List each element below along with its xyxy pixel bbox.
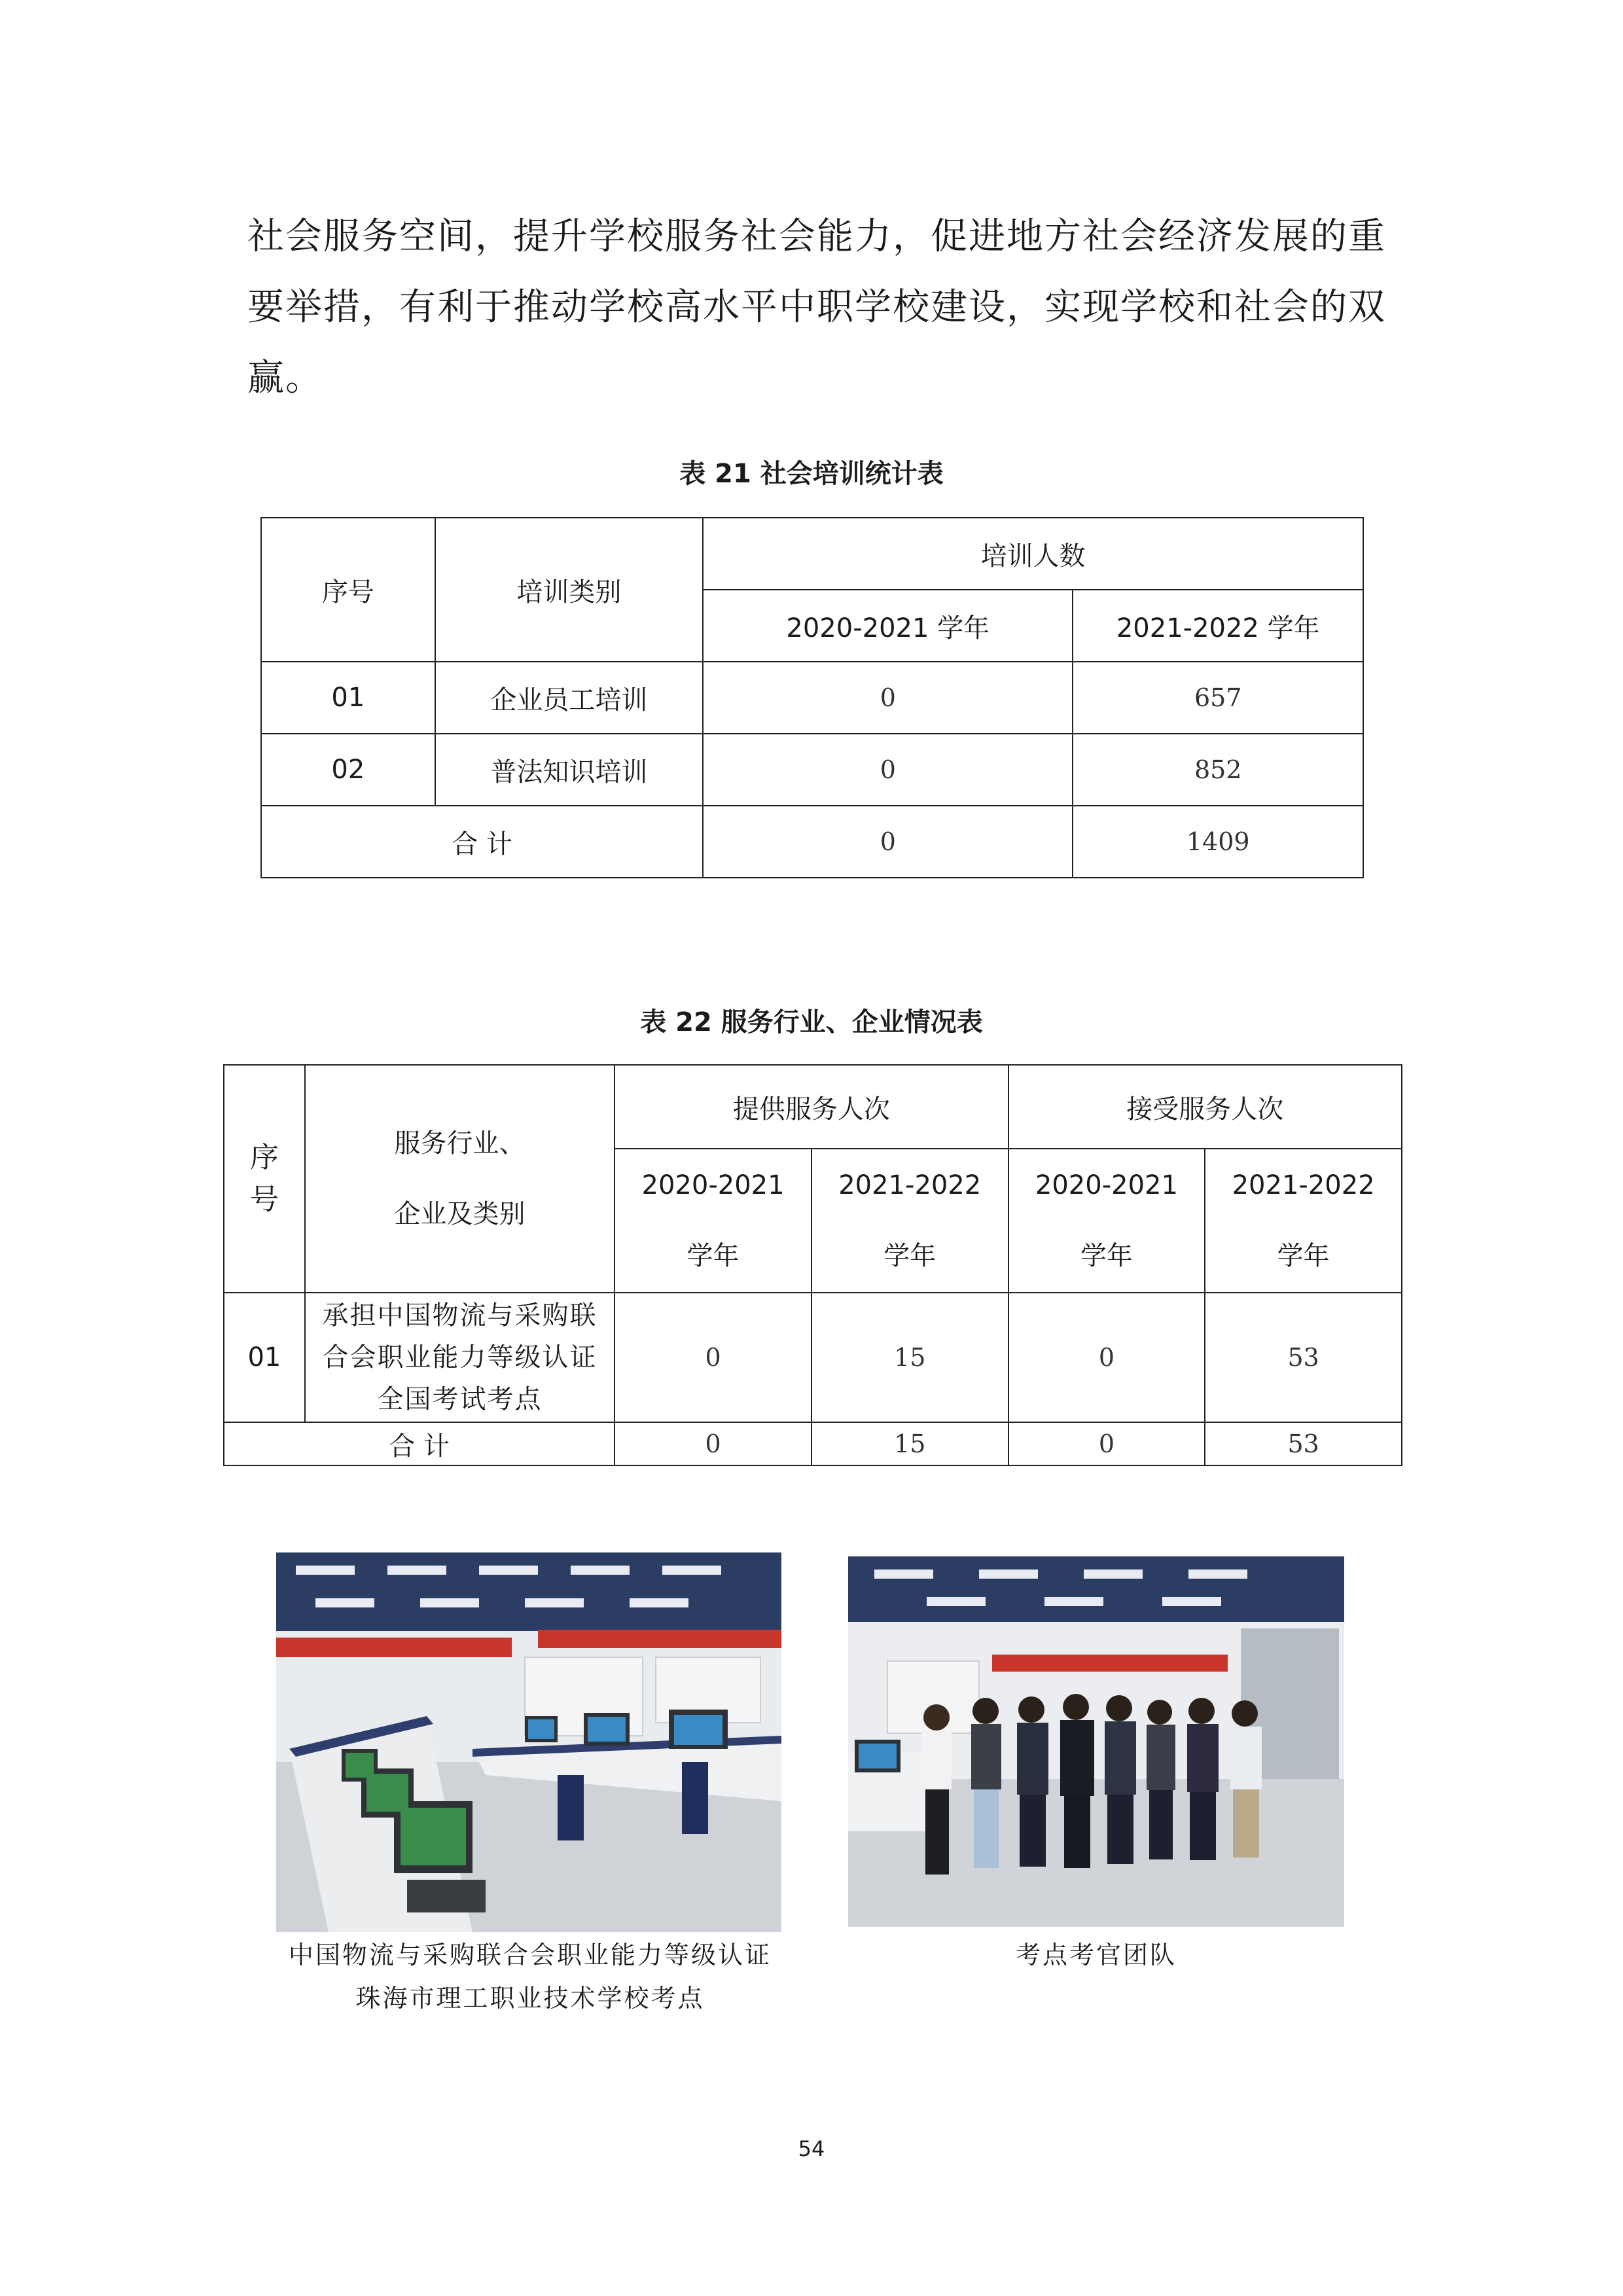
year-suffix: 学年 xyxy=(1080,1241,1133,1271)
table-21-cell-y2: 657 xyxy=(1073,662,1363,734)
year-range: 2021-2022 xyxy=(1232,1170,1375,1200)
body-paragraph-line-3: 赢。 xyxy=(247,357,323,399)
year-suffix: 学年 xyxy=(1277,1241,1330,1271)
year-range: 2020-2021 xyxy=(641,1170,785,1200)
table-22-header-receive-year2 xyxy=(1205,1149,1402,1293)
table-22-total-r1: 0 xyxy=(1008,1422,1205,1465)
table-21-cell-category: 企业员工培训 xyxy=(435,662,703,734)
table-21-total-y1: 0 xyxy=(703,806,1073,878)
table-22-cell-seq: 01 xyxy=(224,1293,305,1422)
examiner-team-photo xyxy=(848,1556,1344,1927)
table-22-total-r2: 53 xyxy=(1205,1422,1402,1465)
table-22-total-p2: 15 xyxy=(812,1422,1008,1465)
table-21-header-group: 培训人数 xyxy=(703,518,1363,590)
exam-lab-photo xyxy=(276,1552,781,1932)
table-21-cell-y1: 0 xyxy=(703,662,1073,734)
category-line: 承担中国物流与采购联 xyxy=(322,1300,597,1331)
table-row xyxy=(261,734,1363,806)
table-22-header-category-line2: 企业及类别 xyxy=(394,1199,526,1229)
year-suffix: 学年 xyxy=(687,1241,740,1271)
table-21 xyxy=(260,517,1364,878)
table-21-cell-seq: 01 xyxy=(261,662,435,734)
table-21-cell-category: 普法知识培训 xyxy=(435,734,703,806)
table-22-header-category xyxy=(305,1065,615,1293)
table-row xyxy=(261,662,1363,734)
table-21-cell-seq: 02 xyxy=(261,734,435,806)
lab-photo-caption-line1: 中国物流与采购联合会职业能力等级认证 xyxy=(288,1941,772,1969)
table-21-total-y2: 1409 xyxy=(1073,806,1363,878)
team-photo-caption: 考点考官团队 xyxy=(1015,1941,1177,1969)
table-22-header-provide-year2 xyxy=(812,1149,1008,1293)
table-22-caption: 表 22 服务行业、企业情况表 xyxy=(640,1007,983,1037)
table-21-header-year1: 2020-2021 学年 xyxy=(703,590,1073,662)
table-22-cell-p1: 0 xyxy=(615,1293,812,1422)
year-range: 2021-2022 xyxy=(838,1170,982,1200)
table-22-total-p1: 0 xyxy=(615,1422,812,1465)
table-22-cell-r1: 0 xyxy=(1008,1293,1205,1422)
year-suffix: 学年 xyxy=(883,1241,936,1271)
year-range: 2020-2021 xyxy=(1035,1170,1178,1200)
table-22-cell-p2: 15 xyxy=(812,1293,1008,1422)
table-21-total-label: 合 计 xyxy=(261,806,703,878)
table-22 xyxy=(223,1064,1402,1466)
body-paragraph-line-1: 社会服务空间，提升学校服务社会能力，促进地方社会经济发展的重 xyxy=(247,215,1386,258)
table-22-header-provide: 提供服务人次 xyxy=(615,1065,1008,1149)
table-21-cell-y1: 0 xyxy=(703,734,1073,806)
body-paragraph-line-2: 要举措，有利于推动学校高水平中职学校建设，实现学校和社会的双 xyxy=(247,286,1386,329)
lab-photo-caption xyxy=(223,1933,838,2020)
table-21-header-seq: 序号 xyxy=(261,518,435,662)
table-22-total-label: 合 计 xyxy=(224,1422,615,1465)
table-22-header-category-line1: 服务行业、 xyxy=(394,1128,526,1158)
table-22-header-provide-year1 xyxy=(615,1149,812,1293)
table-total-row xyxy=(261,806,1363,878)
table-row xyxy=(224,1293,1402,1422)
table-21-header-year2: 2021-2022 学年 xyxy=(1073,590,1363,662)
table-22-header-receive: 接受服务人次 xyxy=(1008,1065,1402,1149)
table-21-cell-y2: 852 xyxy=(1073,734,1363,806)
table-22-cell-category xyxy=(305,1293,615,1422)
table-22-cell-r2: 53 xyxy=(1205,1293,1402,1422)
table-22-header-seq: 序 号 xyxy=(224,1065,305,1293)
page-number: 54 xyxy=(798,2136,825,2161)
category-line: 合会职业能力等级认证 xyxy=(322,1342,597,1372)
table-total-row xyxy=(224,1422,1402,1465)
category-line: 全国考试考点 xyxy=(377,1384,543,1414)
table-21-caption: 表 21 社会培训统计表 xyxy=(679,459,944,489)
lab-photo-caption-line2: 珠海市理工职业技术学校考点 xyxy=(355,1984,705,2013)
table-22-header-receive-year1 xyxy=(1008,1149,1205,1293)
table-21-header-category: 培训类别 xyxy=(435,518,703,662)
